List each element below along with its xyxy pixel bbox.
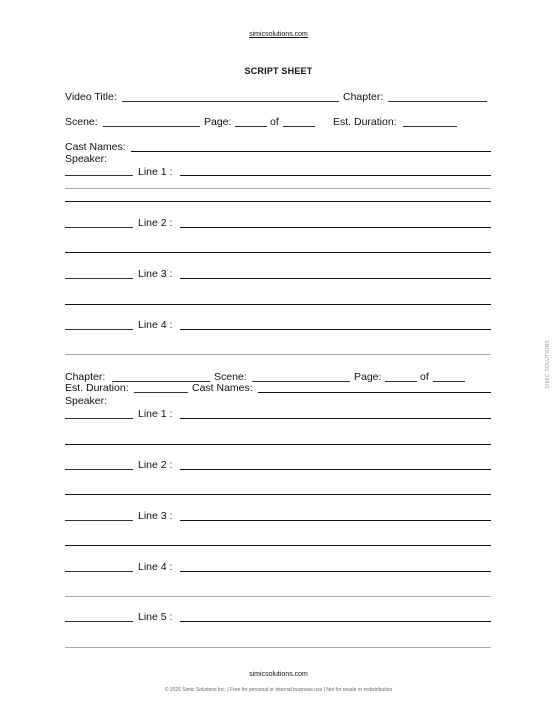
scene-label: Scene:: [65, 116, 98, 128]
line-label: Line 4 :: [138, 561, 173, 573]
cast-names-field[interactable]: [131, 151, 491, 152]
line-label: Line 3 :: [138, 268, 173, 280]
chapter-label: Chapter:: [343, 91, 384, 103]
speaker-field[interactable]: [65, 621, 133, 622]
est-duration-field[interactable]: [134, 392, 188, 393]
scene-field[interactable]: [103, 126, 200, 127]
page-field[interactable]: [235, 126, 267, 127]
line-continuation[interactable]: [65, 647, 491, 648]
cast-names-field[interactable]: [258, 392, 491, 393]
speaker-field[interactable]: [65, 418, 133, 419]
page-title: SCRIPT SHEET: [244, 66, 313, 76]
line-label: Line 2 :: [138, 459, 173, 471]
line-field[interactable]: [180, 227, 491, 228]
side-brand-label: SIMIC SOLUTIONS: [545, 340, 551, 389]
line-field[interactable]: [180, 329, 491, 330]
video-title-label: Video Title:: [65, 91, 117, 103]
line-field[interactable]: [180, 418, 491, 419]
page-label: Page:: [354, 371, 382, 383]
scene-label: Scene:: [214, 371, 247, 383]
header-site-link[interactable]: simicsolutions.com: [249, 31, 308, 38]
line-label: Line 2 :: [138, 217, 173, 229]
speaker-label: Speaker:: [65, 153, 108, 165]
of-label: of: [420, 371, 429, 383]
video-title-field[interactable]: [122, 101, 339, 102]
page-total-field[interactable]: [283, 126, 315, 127]
cast-names-label: Cast Names:: [65, 141, 126, 153]
speaker-field[interactable]: [65, 469, 133, 470]
speaker-field[interactable]: [65, 278, 133, 279]
speaker-field[interactable]: [65, 227, 133, 228]
line-field[interactable]: [180, 520, 491, 521]
line-field[interactable]: [180, 175, 491, 176]
speaker-field[interactable]: [65, 175, 133, 176]
line-label: Line 1 :: [138, 408, 173, 420]
line-continuation[interactable]: [65, 444, 491, 445]
est-duration-label: Est. Duration:: [65, 382, 129, 394]
line-continuation[interactable]: [65, 494, 491, 495]
est-duration-label: Est. Duration:: [333, 116, 397, 128]
line-field[interactable]: [180, 621, 491, 622]
footer-site[interactable]: simicsolutions.com: [249, 671, 308, 678]
line-continuation[interactable]: [65, 252, 491, 253]
line-field[interactable]: [180, 571, 491, 572]
cast-names-label: Cast Names:: [192, 382, 253, 394]
line-continuation[interactable]: [65, 201, 491, 202]
line-label: Line 5 :: [138, 611, 173, 623]
page-label: Page:: [204, 116, 232, 128]
footer-copyright: © 2026 Simic Solutions Inc. | Free for personal or internal business use | Not for resale or redistribution: [164, 687, 393, 693]
chapter-field[interactable]: [388, 101, 487, 102]
line-continuation[interactable]: [65, 545, 491, 546]
line-continuation[interactable]: [65, 596, 491, 597]
line-continuation[interactable]: [65, 188, 491, 189]
page-total-field[interactable]: [433, 381, 465, 382]
speaker-field[interactable]: [65, 520, 133, 521]
line-label: Line 1 :: [138, 166, 173, 178]
of-label: of: [270, 116, 279, 128]
speaker-label: Speaker:: [65, 395, 108, 407]
chapter-label: Chapter:: [65, 371, 106, 383]
est-duration-field[interactable]: [403, 126, 457, 127]
speaker-field[interactable]: [65, 329, 133, 330]
line-continuation[interactable]: [65, 304, 491, 305]
line-label: Line 4 :: [138, 319, 173, 331]
line-label: Line 3 :: [138, 510, 173, 522]
line-field[interactable]: [180, 469, 491, 470]
line-continuation[interactable]: [65, 354, 491, 355]
page-field[interactable]: [385, 381, 417, 382]
header-site: [0, 31, 557, 38]
scene-field[interactable]: [252, 381, 350, 382]
line-field[interactable]: [180, 278, 491, 279]
speaker-field[interactable]: [65, 571, 133, 572]
